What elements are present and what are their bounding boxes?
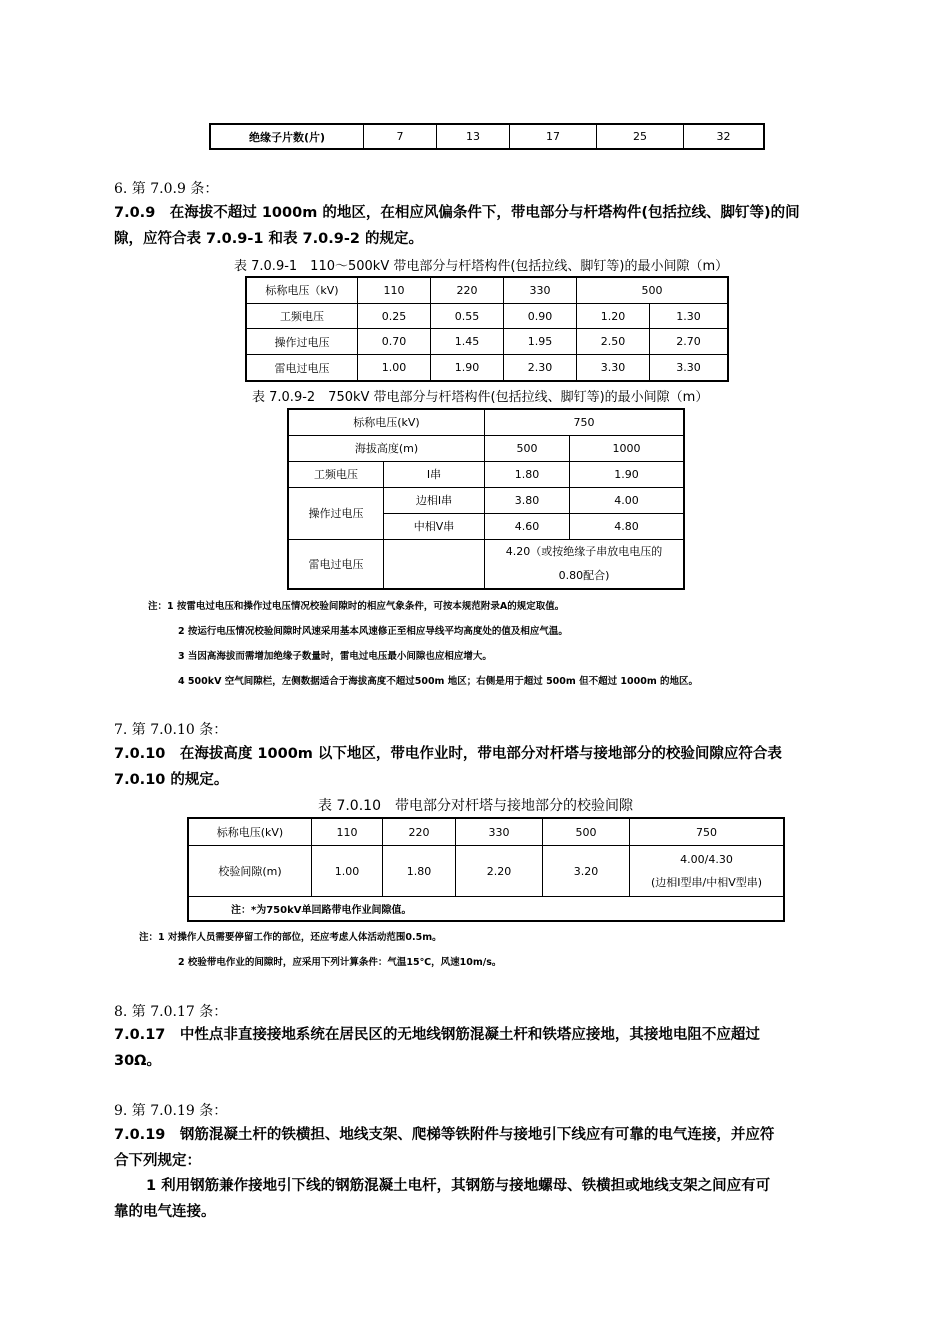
table-note: 4 500kV 空气间隙栏，左侧数据适合于海拔高度不超过500m 地区；右侧是用于超过 500m 但不超过 1000m 的地区。 xyxy=(178,676,699,687)
table-cell: 0.70 xyxy=(358,329,431,355)
table-cell: 32 xyxy=(684,124,765,149)
row-label: 雷电过电压 xyxy=(288,539,384,589)
table-cell: 2.20 xyxy=(456,846,543,897)
table-cell: 3.30 xyxy=(650,355,729,381)
table-cell: 2.70 xyxy=(650,329,729,355)
table-row xyxy=(246,303,728,329)
clause-text: 隙，应符合表 7.0.9-1 和表 7.0.9-2 的规定。 xyxy=(114,231,423,247)
row-label: 工频电压 xyxy=(288,461,384,487)
header-cell: 标称电压(kV) xyxy=(288,409,485,435)
cell-line: 4.20（或按绝缘子串放电电压的 xyxy=(505,544,663,558)
table-note: 3 当因高海拔而需增加绝缘子数量时，雷电过电压最小间隙也应相应增大。 xyxy=(178,651,492,662)
clearance-table-110-500kv xyxy=(245,276,729,382)
table-cell: 17 xyxy=(510,124,597,149)
table-row xyxy=(288,409,684,435)
table-row xyxy=(288,435,684,461)
clause-text: 靠的电气连接。 xyxy=(114,1204,216,1220)
row-label: 雷电过电压 xyxy=(246,355,358,381)
table-cell: 7 xyxy=(364,124,437,149)
table-note: 注：1 对操作人员需要停留工作的部位，还应考虑人体活动范围0.5m。 xyxy=(139,932,442,943)
table-header-row xyxy=(246,277,728,303)
table-cell: 1.80 xyxy=(383,846,456,897)
row-label: 操作过电压 xyxy=(288,487,384,539)
clause-text: 7.0.17 中性点非直接接地系统在居民区的无地线钢筋混凝土杆和铁塔应接地，其接地电阻不应超过 xyxy=(114,1027,760,1043)
table-row xyxy=(188,846,784,897)
row-sublabel: 边相I串 xyxy=(384,487,485,513)
live-work-clearance-table xyxy=(187,817,785,922)
row-label: 工频电压 xyxy=(246,303,358,329)
header-cell: 750 xyxy=(630,818,785,846)
header-cell: 海拔高度(m) xyxy=(288,435,485,461)
table-cell: 1.30 xyxy=(650,303,729,329)
table-note: 2 校验带电作业的间隙时，应采用下列计算条件：气温15℃，风速10m/s。 xyxy=(178,957,502,968)
table-cell: 25 xyxy=(597,124,684,149)
cell-line: 4.00/4.30 xyxy=(680,853,733,867)
header-cell: 标称电压（kV) xyxy=(246,277,358,303)
table-cell: 4.80 xyxy=(570,513,685,539)
header-cell: 标称电压(kV) xyxy=(188,818,312,846)
table-row xyxy=(246,355,728,381)
header-cell: 220 xyxy=(431,277,504,303)
header-cell: 500 xyxy=(485,435,570,461)
table-cell: 2.30 xyxy=(504,355,577,381)
section-heading: 9. 第 7.0.19 条： xyxy=(114,1103,228,1119)
table-cell-merged xyxy=(485,539,685,589)
table-header-row xyxy=(188,818,784,846)
clause-text: 7.0.9 在海拔不超过 1000m 的地区，在相应风偏条件下，带电部分与杆塔构件(包括拉线、脚钉等)的间 xyxy=(114,205,800,221)
table-cell: 0.90 xyxy=(504,303,577,329)
section-heading: 6. 第 7.0.9 条： xyxy=(114,181,219,197)
table-cell: 1.90 xyxy=(570,461,685,487)
row-sublabel: I串 xyxy=(384,461,485,487)
table-row xyxy=(288,461,684,487)
table-cell: 1.95 xyxy=(504,329,577,355)
table-row xyxy=(210,124,764,149)
table-cell: 1.90 xyxy=(431,355,504,381)
header-cell: 330 xyxy=(504,277,577,303)
table-caption: 表 7.0.9-1 110～500kV 带电部分与杆塔构件(包括拉线、脚钉等)的最小间隙（m） xyxy=(234,259,729,274)
table-cell: 1.20 xyxy=(577,303,650,329)
table-row xyxy=(288,539,684,589)
header-cell: 1000 xyxy=(570,435,685,461)
clause-text: 合下列规定： xyxy=(114,1153,201,1169)
table-cell: 0.55 xyxy=(431,303,504,329)
table-cell: 1.80 xyxy=(485,461,570,487)
header-cell: 500 xyxy=(543,818,630,846)
row-label: 校验间隙(m) xyxy=(188,846,312,897)
row-label: 操作过电压 xyxy=(246,329,358,355)
table-cell: 3.30 xyxy=(577,355,650,381)
header-cell: 750 xyxy=(485,409,685,435)
table-cell: 1.45 xyxy=(431,329,504,355)
table-cell xyxy=(630,846,785,897)
table-cell xyxy=(384,539,485,589)
header-cell: 330 xyxy=(456,818,543,846)
clause-text: 7.0.19 钢筋混凝土杆的铁横担、地线支架、爬梯等铁附件与接地引下线应有可靠的电气连接，并应符 xyxy=(114,1127,775,1143)
table-caption: 表 7.0.10 带电部分对杆塔与接地部分的校验间隙 xyxy=(318,798,633,814)
table-row-label: 绝缘子片数(片) xyxy=(210,124,364,149)
table-cell: 1.00 xyxy=(312,846,383,897)
table-row xyxy=(288,487,684,513)
clause-text: 7.0.10 的规定。 xyxy=(114,772,229,788)
table-row xyxy=(246,329,728,355)
clause-text: 7.0.10 在海拔高度 1000m 以下地区，带电作业时，带电部分对杆塔与接地部分的校验间隙应符合表 xyxy=(114,746,782,762)
section-heading: 7. 第 7.0.10 条： xyxy=(114,722,228,738)
cell-line: 0.80配合) xyxy=(558,568,610,582)
header-cell: 220 xyxy=(383,818,456,846)
table-cell: 4.00 xyxy=(570,487,685,513)
table-cell: 13 xyxy=(437,124,510,149)
table-cell: 1.00 xyxy=(358,355,431,381)
table-cell: 4.60 xyxy=(485,513,570,539)
header-cell: 500 xyxy=(577,277,729,303)
cell-line: (边相Ⅰ型串/中相Ⅴ型串) xyxy=(650,876,763,890)
section-heading: 8. 第 7.0.17 条： xyxy=(114,1004,228,1020)
clause-text: 30Ω。 xyxy=(114,1053,162,1069)
table-caption: 表 7.0.9-2 750kV 带电部分与杆塔构件(包括拉线、脚钉等)的最小间隙（m） xyxy=(252,390,709,405)
row-sublabel: 中相V串 xyxy=(384,513,485,539)
clearance-table-750kv xyxy=(287,408,685,590)
table-note: 注：1 按雷电过电压和操作过电压情况校验间隙时的相应气象条件，可按本规范附录A的规定取值。 xyxy=(148,601,565,612)
clause-text: 1 利用钢筋兼作接地引下线的钢筋混凝土电杆，其钢筋与接地螺母、铁横担或地线支架之间应有可 xyxy=(146,1178,771,1194)
table-inline-note: 注：*为750kV单回路带电作业间隙值。 xyxy=(188,897,784,921)
table-row xyxy=(188,897,784,921)
insulator-count-table xyxy=(209,123,765,150)
header-cell: 110 xyxy=(358,277,431,303)
table-cell: 3.80 xyxy=(485,487,570,513)
table-cell: 0.25 xyxy=(358,303,431,329)
header-cell: 110 xyxy=(312,818,383,846)
table-cell: 2.50 xyxy=(577,329,650,355)
table-note: 2 按运行电压情况校验间隙时风速采用基本风速修正至相应导线平均高度处的值及相应气温。 xyxy=(178,626,568,637)
table-cell: 3.20 xyxy=(543,846,630,897)
